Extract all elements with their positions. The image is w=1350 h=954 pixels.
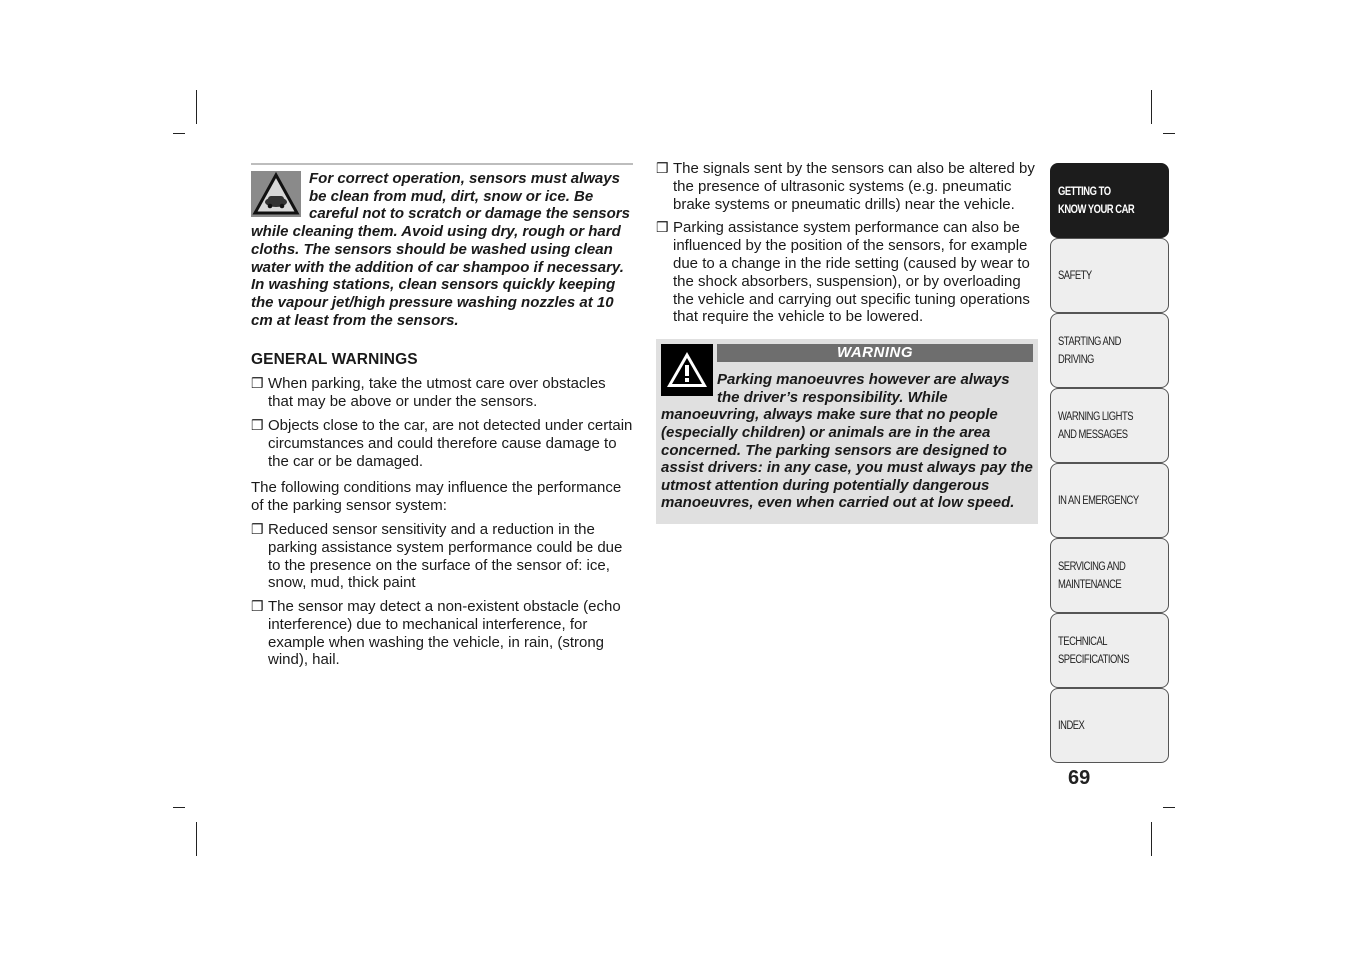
tab-servicing-and-maintenance[interactable]: SERVICING AND MAINTENANCE bbox=[1050, 538, 1169, 613]
list-item: ❒ Parking assistance system performance can also be influenced by the position of the sensors, for example due to a change in the ride setting (caused by wear to the shock absorbers, suspension), or by overloading the vehicle and carrying out specific tuning operations that require the vehicle to be lowered. bbox=[656, 219, 1030, 326]
list-item: ❒ The signals sent by the sensors can also be altered by the presence of ultrasonic systems (e.g. pneumatic brake systems or pneumatic drills) near the vehicle. bbox=[656, 160, 1035, 213]
warning-panel bbox=[656, 339, 1038, 524]
car-caution-icon bbox=[251, 171, 301, 217]
left-column bbox=[251, 163, 633, 675]
crop-mark bbox=[1163, 133, 1175, 134]
crop-mark bbox=[196, 90, 197, 124]
tab-warning-lights[interactable]: WARNING LIGHTS AND MESSAGES bbox=[1050, 388, 1169, 463]
checkbox-bullet-icon: ❒ bbox=[656, 160, 669, 176]
conditions-intro: The following conditions may influence the performance of the parking sensor system: bbox=[251, 479, 622, 515]
warning-triangle-icon bbox=[661, 344, 713, 396]
tab-safety[interactable]: SAFETY bbox=[1050, 238, 1169, 313]
tab-technical-specifications[interactable]: TECHNICAL SPECIFICATIONS bbox=[1050, 613, 1169, 688]
checkbox-bullet-icon: ❒ bbox=[251, 375, 264, 392]
section-heading: GENERAL WARNINGS bbox=[251, 351, 418, 369]
list-item: ❒ When parking, take the utmost care over obstacles that may be above or under the sensors. bbox=[251, 375, 606, 411]
warning-text: Parking manoeuvres however are always the driver’s responsibility. While manoeuvring, always make sure that no people (especially children) or animals are in the area concerned. The parking sensors are designed to assist drivers: in any case, you must always pay the utmost attention during potentially dangerous manoeuvres, even when carried out at low speed. bbox=[661, 371, 1033, 512]
tab-starting-and-driving[interactable]: STARTING AND DRIVING bbox=[1050, 313, 1169, 388]
checkbox-bullet-icon: ❒ bbox=[251, 416, 264, 433]
chapter-tabs bbox=[1050, 163, 1169, 763]
crop-mark bbox=[196, 822, 197, 856]
caution-text: For correct operation, sensors must always be clean from mud, dirt, snow or ice. Be careful not to scratch or damage the sensors while cleaning them. Avoid using dry, rough or hard cloths. The sensors should be washed using clean water with the addition of car shampoo if necessary. In washing stations, clean sensors quickly keeping the vapour jet/high pressure washing nozzles at 10 cm at least from the sensors. bbox=[251, 170, 630, 329]
crop-mark bbox=[1163, 807, 1175, 808]
tab-getting-to-know-your-car[interactable]: GETTING TO KNOW YOUR CAR bbox=[1050, 163, 1169, 238]
page-number: 69 bbox=[1068, 767, 1091, 789]
crop-mark bbox=[173, 133, 185, 134]
checkbox-bullet-icon: ❒ bbox=[251, 520, 264, 537]
caution-note bbox=[251, 163, 633, 329]
list-item: ❒ Reduced sensor sensitivity and a reduction in the parking assistance system performance could be due to the presence on the surface of the sensor of: ice, snow, mud, thick paint bbox=[251, 520, 623, 592]
list-item: ❒ The sensor may detect a non-existent obstacle (echo interference) due to mechanical interference, for example when washing the vehicle, in rain, (strong wind), hail. bbox=[251, 598, 621, 669]
checkbox-bullet-icon: ❒ bbox=[656, 219, 669, 236]
crop-mark bbox=[173, 807, 185, 808]
tab-in-an-emergency[interactable]: IN AN EMERGENCY bbox=[1050, 463, 1169, 538]
warning-title: WARNING bbox=[717, 344, 1033, 362]
crop-mark bbox=[1151, 90, 1152, 124]
checkbox-bullet-icon: ❒ bbox=[251, 598, 264, 615]
crop-mark bbox=[1151, 822, 1152, 856]
tab-index[interactable]: INDEX bbox=[1050, 688, 1169, 763]
right-column bbox=[656, 160, 1038, 524]
list-item: ❒ Objects close to the car, are not detected under certain circumstances and could therefore cause damage to the car or be damaged. bbox=[251, 416, 633, 470]
